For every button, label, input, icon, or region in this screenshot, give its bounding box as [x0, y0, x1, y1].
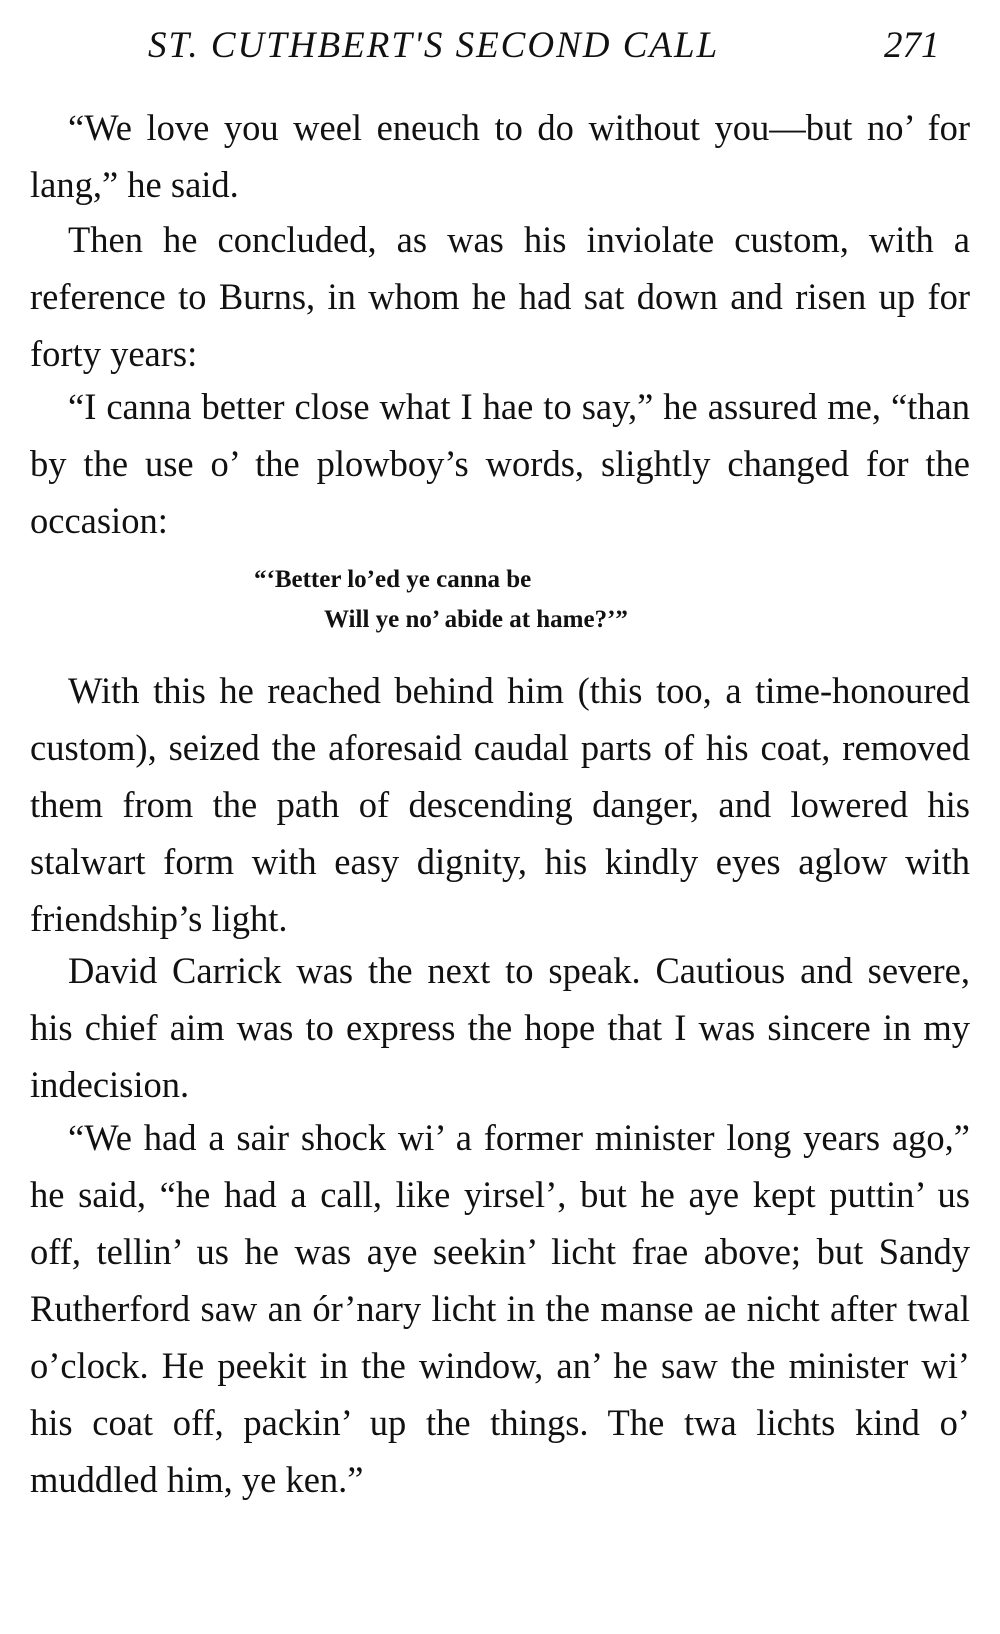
page-number: 271 [884, 25, 940, 66]
paragraph-5: David Carrick was the next to speak. Cautious and severe, his chief aim was to express the hope that I was sincere in my indecision. [30, 950, 970, 1105]
verse-line-2: Will ye no’ abide at hame?’” [324, 606, 628, 633]
paragraph-3: “I canna better close what I hae to say,” he assured me, “than by the use o’ the plowboy’s words, slightly changed for the occasion: [30, 386, 970, 541]
paragraph-4: With this he reached behind him (this too, a time-honoured custom), seized the aforesaid caudal parts of his coat, removed them from the path of descending danger, and lowered his stalwart form with easy dignity, his kindly eyes aglow with friendship’s light. [30, 670, 970, 939]
paragraph-2: Then he concluded, as was his inviolate custom, with a reference to Burns, in whom he had sat down and risen up for forty years: [30, 219, 970, 374]
paragraph-6: “We had a sair shock wi’ a former minister long years ago,” he said, “he had a call, like yirsel’, but he aye kept puttin’ us off, tellin’ us he was aye seekin’ licht frae above; but Sandy Rutherford saw an ór’nary licht in the manse ae nicht after twal o’clock. He peekit in the window, an’ he saw the minister wi’ his coat off, packin’ up the things. The twa lichts kind o’ muddled him, ye ken.” [30, 1117, 970, 1500]
paragraph-1: “We love you weel eneuch to do without you—but no’ for lang,” he said. [30, 107, 970, 205]
running-head-title: ST. CUTHBERT'S SECOND CALL [148, 25, 720, 66]
verse-line-1: “‘Better lo’ed ye canna be [254, 566, 532, 593]
